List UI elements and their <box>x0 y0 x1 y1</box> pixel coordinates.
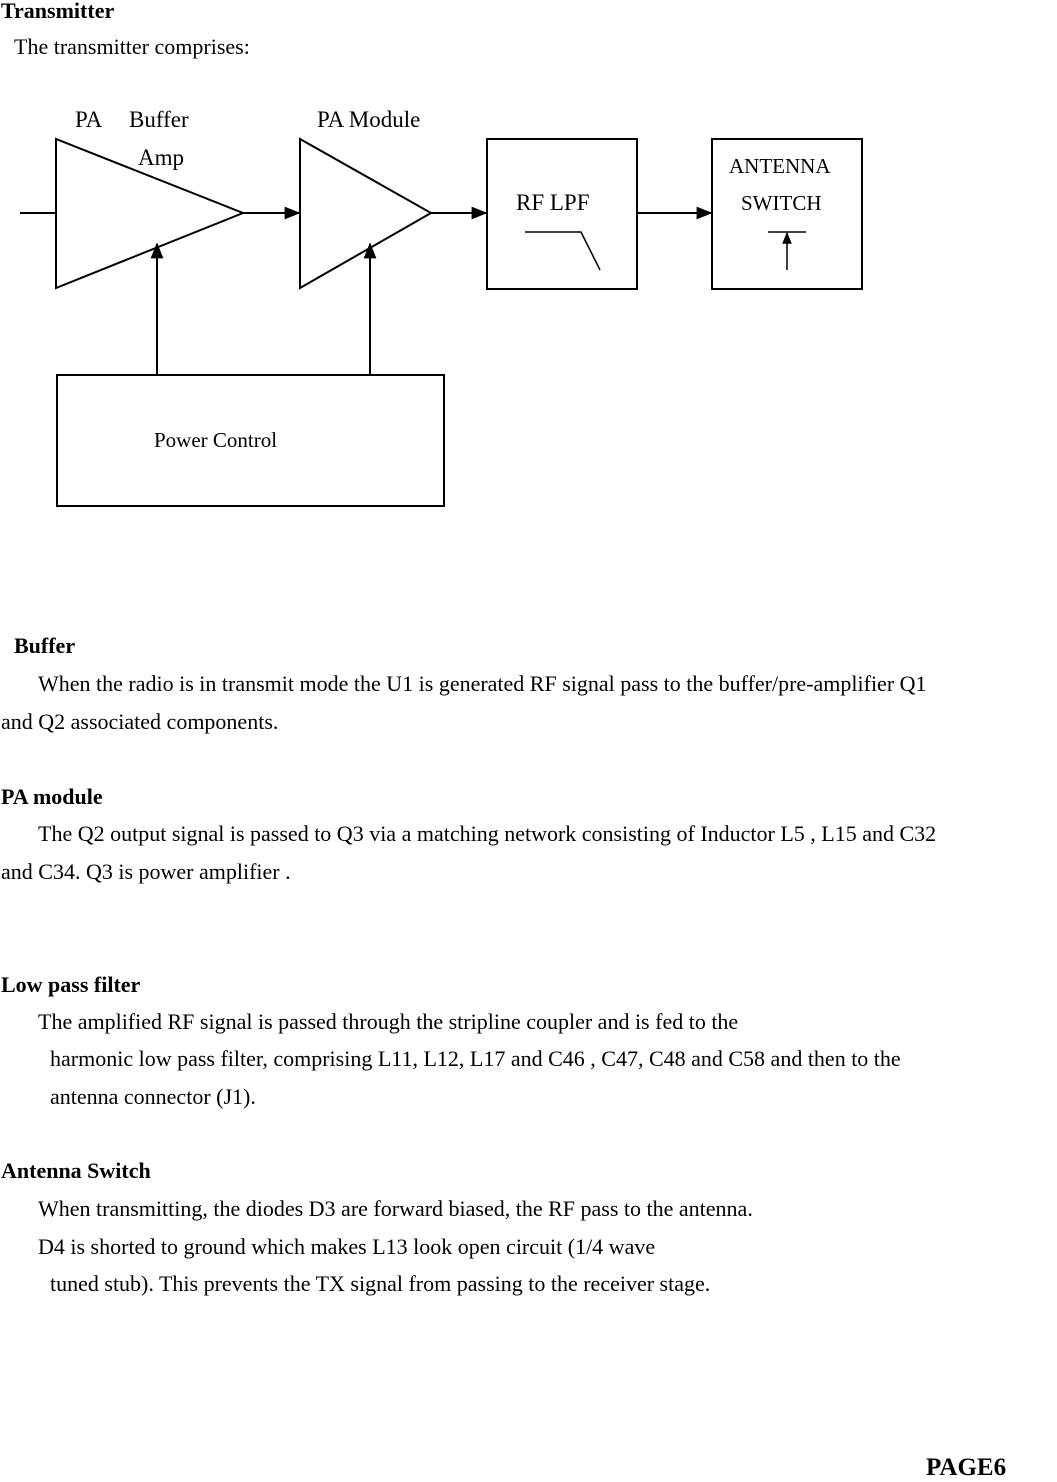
page-number: PAGE6 <box>926 1454 1007 1481</box>
pa-label: PA <box>75 107 103 132</box>
antenna-switch-line-1: When transmitting, the diodes D3 are forward biased, the RF pass to the antenna. <box>38 1196 753 1221</box>
page-heading: Transmitter <box>1 0 115 23</box>
transmitter-block-diagram <box>0 0 1057 560</box>
lpf-line-1: The amplified RF signal is passed through the stripline coupler and is fed to the <box>38 1009 739 1034</box>
lpf-line-2: harmonic low pass filter, comprising L11, L12, L17 and C46 , C47, C48 and C58 and then to the <box>50 1046 901 1071</box>
power-control-label: Power Control <box>154 428 278 452</box>
lpf-line-3: antenna connector (J1). <box>50 1084 256 1109</box>
antenna-label: ANTENNA <box>729 154 831 178</box>
pa-module-triangle <box>300 139 431 288</box>
section-title-pa-module: PA module <box>1 784 103 809</box>
pa-module-line-2: and C34. Q3 is power amplifier . <box>1 859 291 884</box>
buffer-label: Buffer <box>129 107 189 132</box>
intro-text: The transmitter comprises: <box>14 34 250 59</box>
section-title-low-pass-filter: Low pass filter <box>1 972 141 997</box>
rf-lpf-label: RF LPF <box>516 190 590 215</box>
amp-label: Amp <box>138 145 184 170</box>
buffer-line-1: When the radio is in transmit mode the U1 is generated RF signal pass to the buffer/pre-amplifier Q1 <box>38 671 927 696</box>
switch-label: SWITCH <box>741 191 822 215</box>
section-title-antenna-switch: Antenna Switch <box>1 1158 151 1183</box>
lowpass-symbol <box>525 232 600 270</box>
antenna-switch-line-3: tuned stub). This prevents the TX signal from passing to the receiver stage. <box>50 1271 711 1296</box>
section-title-buffer: Buffer <box>14 633 76 658</box>
pa-module-label: PA Module <box>317 107 421 132</box>
antenna-switch-line-2: D4 is shorted to ground which makes L13 look open circuit (1/4 wave <box>38 1234 656 1259</box>
buffer-line-2: and Q2 associated components. <box>1 709 279 734</box>
pa-module-line-1: The Q2 output signal is passed to Q3 via a matching network consisting of Inductor L5 , L15 and C32 <box>38 821 937 846</box>
